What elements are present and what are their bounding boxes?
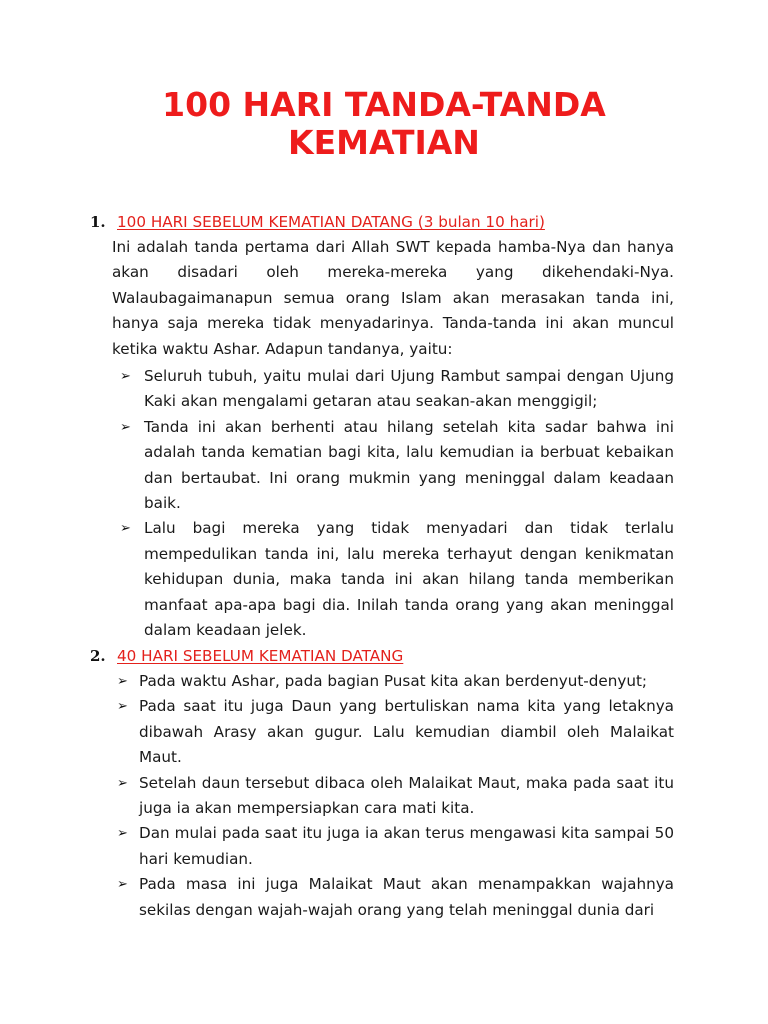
section-2-number: 2. [90, 647, 106, 665]
list-item-text: Dan mulai pada saat itu juga ia akan terus mengawasi kita sampai 50 hari kemudian. [139, 824, 674, 868]
section-2-heading [90, 644, 403, 668]
list-item [120, 516, 674, 643]
document-title: 100 HARI TANDA-TANDA KEMATIAN [162, 85, 606, 162]
section-2-bullet-list [117, 669, 674, 923]
list-item [120, 415, 674, 517]
list-item [117, 694, 674, 770]
list-item-text: Setelah daun tersebut dibaca oleh Malaikat Maut, maka pada saat itu juga ia akan mempersiapkan cara mati kita. [139, 773, 674, 818]
list-item [120, 364, 674, 415]
list-item-text: Pada waktu Ashar, pada bagian Pusat kita akan berdenyut-denyut; [139, 672, 648, 690]
list-item-text: Pada masa ini juga Malaikat Maut akan menampakkan wajahnya sekilas dengan wajah-wajah orang yang telah meninggal dunia dari [139, 875, 674, 919]
list-item [117, 669, 674, 694]
arrow-bullet-icon: ➢ [120, 419, 131, 435]
arrow-bullet-icon: ➢ [120, 369, 131, 384]
section-1-heading [90, 210, 545, 234]
section-1-intro: Ini adalah tanda pertama dari Allah SWT kepada hamba-Nya dan hanya akan disadari oleh mereka-mereka yang dikehendaki-Nya. Walaubagaimanapun semua orang Islam akan merasakan tanda ini, hanya saja mereka tidak menyadarinya. Tanda-tanda ini akan muncul ketika waktu Ashar. Adapun tandanya, yaitu: [112, 238, 674, 358]
section-2-title: 40 HARI SEBELUM KEMATIAN DATANG [117, 647, 404, 665]
list-item-text: Lalu bagi mereka yang tidak menyadari dan tidak terlalu mempedulikan tanda ini, lalu mereka terhayut dengan kenikmatan kehidupan dunia, maka tanda ini akan hilang tanda memberikan manfaat apa-apa bagi dia. Inilah tanda orang yang akan meninggal dalam keadaan jelek. [144, 519, 674, 640]
list-item [117, 771, 674, 822]
arrow-bullet-icon: ➢ [117, 699, 128, 715]
section-1-number: 1. [90, 213, 106, 231]
arrow-bullet-icon: ➢ [117, 775, 128, 791]
list-item [117, 821, 674, 872]
arrow-bullet-icon: ➢ [117, 877, 128, 893]
arrow-bullet-icon: ➢ [117, 826, 128, 842]
arrow-bullet-icon: ➢ [117, 674, 128, 689]
section-1-bullet-list [120, 364, 674, 643]
list-item [117, 872, 674, 923]
list-item-text: Seluruh tubuh, yaitu mulai dari Ujung Rambut sampai dengan Ujung Kaki akan mengalami getaran atau seakan-akan menggigil; [144, 367, 674, 411]
list-item-text: Pada saat itu juga Daun yang bertuliskan nama kita yang letaknya dibawah Arasy akan gugur. Lalu kemudian diambil oleh Malaikat Maut. [139, 697, 674, 767]
section-1-title: 100 HARI SEBELUM KEMATIAN DATANG (3 bulan 10 hari) [117, 213, 545, 231]
arrow-bullet-icon: ➢ [120, 521, 131, 537]
list-item-text: Tanda ini akan berhenti atau hilang setelah kita sadar bahwa ini adalah tanda kematian bagi kita, lalu kemudian ia berbuat kebaikan dan bertaubat. Ini orang mukmin yang meninggal dalam keadaan baik. [144, 417, 674, 513]
